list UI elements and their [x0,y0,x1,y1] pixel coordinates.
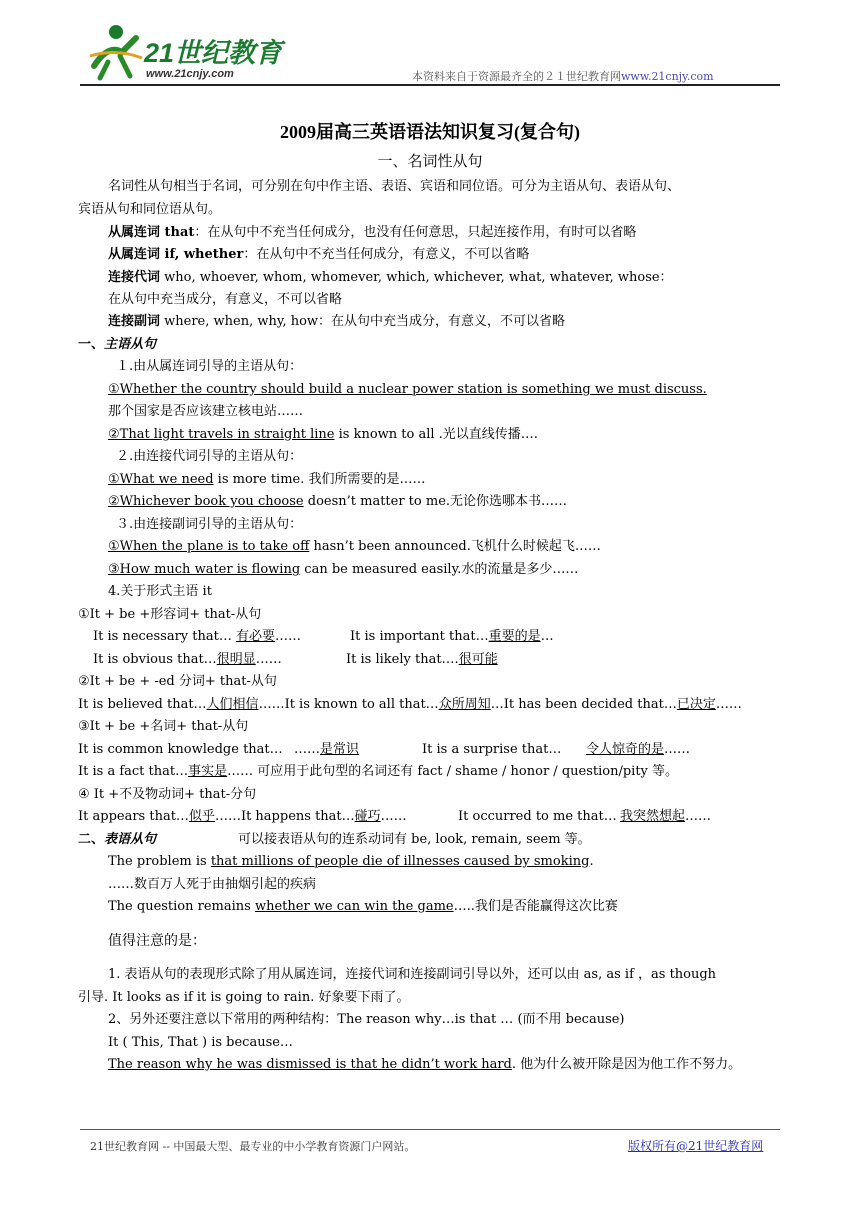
formal-pattern-4: ④ It +不及物动词+ that-分句 [78,787,257,802]
header-note-text: 本资料来自于资源最齐全的２１世纪教育网 [412,70,621,83]
text: It appears that… [78,809,189,824]
meaning: 很可能 [458,652,498,667]
pattern-3-line-a4 [586,741,690,759]
text: It is common knowledge that… [78,742,283,757]
text: It is obvious that… [93,652,217,667]
logo-text: 21世纪教育 [144,38,283,68]
example-3-clause: ①What we need [108,472,214,487]
text: …… [255,652,282,667]
text: It is a surprise that… [422,742,562,757]
header-link[interactable]: www.21cnjy.com [621,70,714,83]
text: ……It is known to all that… [258,697,439,712]
page-title: 2009届高三英语语法知识复习(复合句) [280,122,580,142]
header-note [412,68,714,84]
example-3 [108,471,426,489]
predicative-example-2 [108,898,618,916]
that-label: 从属连词 that [108,225,195,240]
adverb-label: 连接副词 [108,314,161,329]
section-subtitle: 一、名词性从句 [377,152,483,170]
text: …… [715,697,742,712]
meaning: 我突然想起 [620,809,686,824]
if-definition [108,246,529,264]
text: …… [380,809,407,824]
predicative-clause-heading [78,831,156,849]
example-5 [108,538,601,556]
heading-text: 表语从句 [104,832,157,847]
that-definition [108,224,636,242]
pattern-1-line-a2 [350,628,554,646]
attention-heading: 值得注意的是： [108,933,206,949]
pattern-4-line [78,808,407,826]
example-6 [108,561,578,579]
note-1: 1. 表语从句的表现形式除了用从属连词，连接代词和连接副词引导以外，还可以由 as, as if ，as though [108,967,717,982]
formal-pattern-2: ②It + be + -ed 分词+ that-从句 [78,674,277,689]
text: It occurred to me that… [458,809,617,824]
text: …… [664,742,691,757]
meaning: 人们相信 [206,697,259,712]
example-5-clause: ①When the plane is to take off [108,539,310,554]
formal-pattern-1: ①It + be +形容词+ that-从句 [78,607,262,622]
text: It is believed that… [78,697,207,712]
example-3-rest: is more time. 我们所需要的是…… [213,472,426,487]
pattern-3-line-b [78,763,678,781]
footer-copyright-link[interactable]: 版权所有@21世纪教育网 [628,1139,764,1153]
example-2 [108,426,538,444]
text: It is a fact that… [78,764,189,779]
meaning: 事实是 [188,764,228,779]
meaning: 有必要 [235,629,275,644]
pronoun-definition [108,269,673,287]
pattern-1-line-b2 [346,651,498,669]
example-4 [108,493,567,511]
text: …… [685,809,712,824]
pattern-1-line-b [93,651,282,669]
footer-text: 21世纪教育网 -- 中国最大型、最专业的中小学教育资源门户网站。 [90,1140,416,1153]
heading-text: 主语从句 [104,337,157,352]
subsection-2: ２.由连接代词引导的主语从句： [116,449,303,464]
adverb-text: where, when, why, how：在从句中充当成分，有意义，不可以省略 [160,314,566,329]
example-5-rest: hasn’t been announced.飞机什么时候起飞…… [309,539,601,554]
example-4-clause: ②Whichever book you choose [108,494,304,509]
intro-paragraph-cont: 宾语从句和同位语从句。 [78,202,222,217]
that-text: ：在从句中不充当任何成分，也没有任何意思，只起连接作用，有时可以省略 [194,225,637,240]
text: …..我们是否能赢得这次比赛 [453,899,618,914]
footer-rule [80,1129,780,1130]
example-1-translation: 那个国家是否应该建立核电站…… [108,404,304,419]
heading-number: 一、 [78,337,105,352]
text: …… [275,629,301,644]
note-3: It ( This, That ) is because… [108,1035,293,1050]
meaning: 是常识 [320,742,360,757]
text: …… 可应用于此句型的名词还有 fact / shame / honor / question/pity 等。 [227,764,679,779]
clause: whether we can win the game [254,899,454,914]
subsection-4: 4.关于形式主语 it [108,584,212,599]
subsection-3: ３.由连接副词引导的主语从句： [116,517,303,532]
if-text: ：在从句中不充当任何成分，有意义，不可以省略 [243,247,530,262]
predicative-note: 可以接表语从句的连系动词有 be, look, remain, seem 等。 [238,832,591,847]
clause: that millions of people die of illnesses caused by smoking [210,854,590,869]
if-label: 从属连词 if, whether [108,247,244,262]
text: It is likely that…. [346,652,459,667]
pattern-4-line-b [458,808,617,826]
example-2-clause: ②That light travels in straight line [108,427,335,442]
text: The question remains [108,899,255,914]
note-4 [108,1056,741,1074]
pattern-1-line-a [93,628,301,646]
pronoun-definition-cont: 在从句中充当成分，有意义，不可以省略 [108,292,343,307]
text: It is necessary that… [93,629,236,644]
meaning: 令人惊奇的是 [586,742,665,757]
example-6-rest: can be measured easily.水的流量是多少…… [300,562,579,577]
example-1: ①Whether the country should build a nuclear power station is something we must discuss. [108,382,707,397]
meaning: 重要的是 [488,629,541,644]
heading-number: 二、 [78,832,105,847]
pattern-3-line-a2 [294,741,359,759]
text: . [589,854,594,869]
text: …It has been decided that… [490,697,677,712]
note-2: 2、另外还要注意以下常用的两种结构：The reason why…is that … (而不用 because) [108,1012,625,1027]
subject-clause-heading [78,336,156,354]
logo-url: www.21cnjy.com [146,68,234,80]
header-rule [80,84,780,86]
pattern-2-line [78,696,742,714]
example-6-clause: ③How much water is flowing [108,562,301,577]
example-2-rest: is known to all .光以直线传播…. [334,427,538,442]
pattern-3-line-a3 [422,741,561,759]
clause: The reason why he was dismissed is that he didn’t work hard [108,1057,512,1072]
example-4-rest: doesn’t matter to me.无论你选哪本书…… [303,494,568,509]
pattern-3-line-a [78,741,283,759]
text: It is important that… [350,629,489,644]
predicative-example-1-translation: ……数百万人死于由抽烟引起的疾病 [108,877,317,892]
site-logo [86,22,286,84]
text: . 他为什么被开除是因为他工作不努力。 [511,1057,742,1072]
intro-paragraph: 名词性从句相当于名词，可分别在句中作主语、表语、宾语和同位语。可分为主语从句、表语从句、 [108,179,681,194]
predicative-example-1 [108,853,594,871]
meaning: 似乎 [188,809,215,824]
text: ……It happens that… [214,809,355,824]
note-1-cont: 引导. It looks as if it is going to rain. 好象要下雨了。 [78,990,410,1005]
adverb-definition [108,313,565,331]
formal-pattern-3: ③It + be +名词+ that-从句 [78,719,249,734]
subsection-1: １.由从属连词引导的主语从句： [116,359,303,374]
text: The problem is [108,854,211,869]
pattern-4-line-c [620,808,711,826]
meaning: 很明显 [216,652,256,667]
meaning: 已决定 [676,697,716,712]
meaning: 众所周知 [438,697,491,712]
text: …… [294,742,320,757]
pronoun-text: who, whoever, whom, whomever, which, whichever, what, whatever, whose： [160,270,673,285]
pronoun-label: 连接代词 [108,270,161,285]
text: … [540,629,554,644]
meaning: 碰巧 [354,809,381,824]
